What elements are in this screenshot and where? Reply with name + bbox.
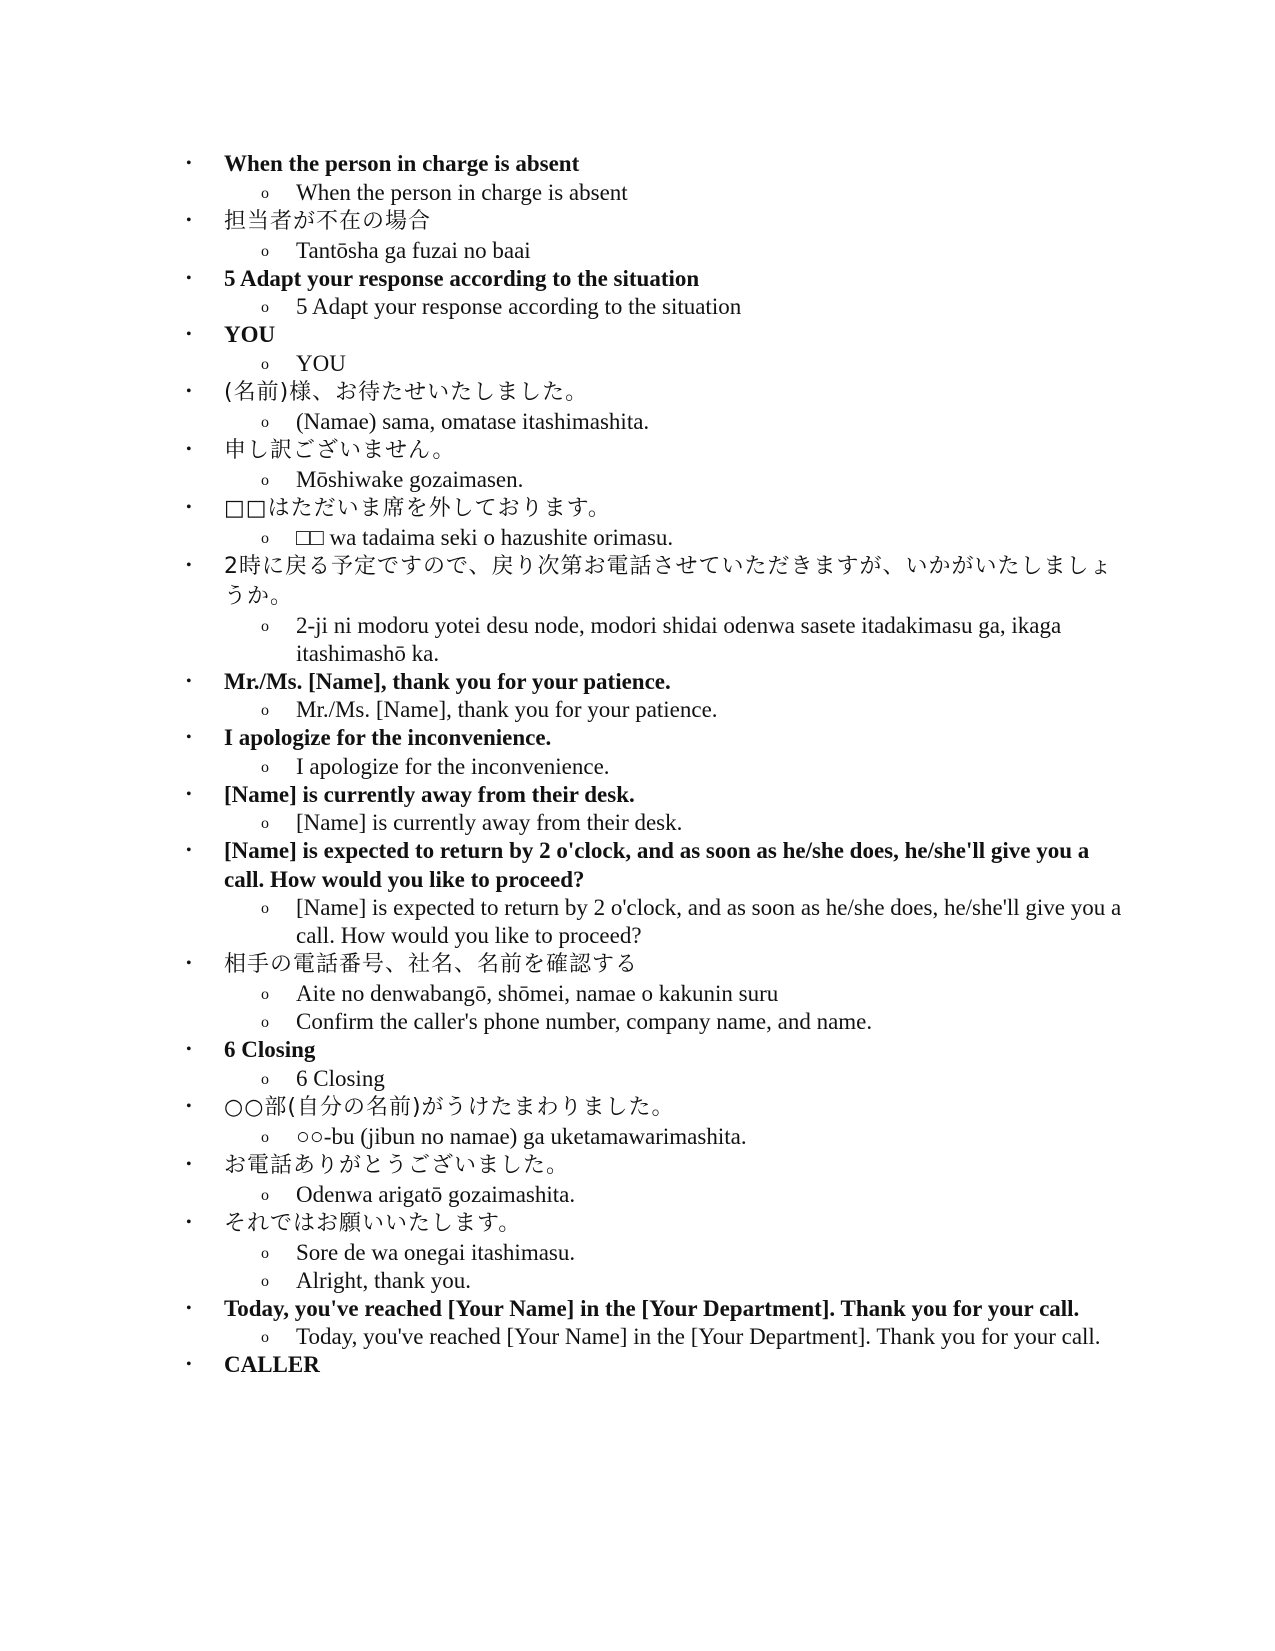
bullet-icon: • [186, 155, 192, 172]
list-item-heading: それではお願いいたします。 [224, 1210, 522, 1236]
sub-list-item [224, 612, 1122, 668]
sub-list-item-text: [Name] is expected to return by 2 o'clock, and as soon as he/she does, he/she'll give you a call. How would you like to proceed? [296, 895, 1122, 948]
circle-bullet-icon: o [261, 617, 269, 635]
sub-list [224, 1323, 1122, 1351]
sub-list [224, 408, 1122, 436]
circle-bullet-icon: o [261, 1070, 269, 1088]
list-item [182, 950, 1122, 1036]
list-item-heading: (名前)様、お待たせいたしました。 [224, 379, 589, 405]
sub-list-item [224, 1323, 1122, 1351]
sub-list-item [224, 1123, 1122, 1151]
sub-list-item-text: 6 Closing [296, 1065, 385, 1091]
sub-list-item [224, 1065, 1122, 1093]
list-item [182, 1151, 1122, 1209]
bullet-icon: • [186, 1041, 192, 1058]
sub-list-item [224, 1239, 1122, 1267]
sub-list-item-text: Confirm the caller's phone number, company name, and name. [296, 1009, 873, 1034]
sub-list-item [224, 350, 1122, 378]
sub-list-item-text: Aite no denwabangō, shōmei, namae o kakunin suru [296, 981, 779, 1006]
sub-list-item [224, 696, 1122, 724]
circle-bullet-icon: o [261, 184, 269, 202]
list-item [182, 1093, 1122, 1151]
sub-list-item-text: Alright, thank you. [296, 1267, 472, 1293]
bullet-icon: • [186, 440, 192, 458]
sub-list-item [224, 809, 1122, 837]
sub-list-item [224, 466, 1122, 494]
sub-list-item-text: [Name] is currently away from their desk. [296, 810, 683, 835]
sub-list-item-text: ○○-bu (jibun no namae) ga uketamawarimashita. [296, 1123, 747, 1149]
list-item [182, 378, 1122, 436]
bullet-icon: • [186, 1356, 192, 1373]
sub-list-item [224, 894, 1122, 950]
sub-list [224, 1123, 1122, 1151]
circle-bullet-icon: o [261, 299, 269, 316]
sub-list [224, 753, 1122, 781]
sub-list-item [224, 1008, 1122, 1036]
sub-list-item-text: Tantōsha ga fuzai no baai [296, 237, 531, 263]
list-item [182, 436, 1122, 494]
bullet-icon: • [186, 842, 192, 859]
bullet-list [182, 150, 1122, 1380]
bullet-icon: • [186, 1097, 192, 1115]
bullet-icon: • [186, 1155, 192, 1173]
list-item-heading: Today, you've reached [Your Name] in the [Your Department]. Thank you for your call. [224, 1295, 1080, 1321]
circle-bullet-icon: o [261, 1014, 269, 1031]
bullet-icon: • [186, 785, 192, 803]
sub-list [224, 612, 1122, 668]
list-item [182, 321, 1122, 378]
circle-bullet-icon: o [261, 1186, 269, 1204]
list-item-heading: [Name] is currently away from their desk. [224, 781, 635, 807]
bullet-icon: • [186, 382, 192, 400]
circle-bullet-icon: o [261, 471, 269, 489]
circle-bullet-icon: o [261, 1329, 269, 1346]
list-item [182, 150, 1122, 207]
bullet-icon: • [186, 1299, 192, 1317]
bullet-icon: • [186, 556, 192, 574]
list-item [182, 837, 1122, 950]
list-item [182, 1295, 1122, 1352]
bullet-icon: • [186, 672, 192, 690]
list-item-heading: CALLER [224, 1352, 320, 1377]
sub-list [224, 696, 1122, 724]
sub-list-item-text: (Namae) sama, omatase itashimashita. [296, 408, 650, 434]
sub-list-item [224, 524, 1122, 552]
circle-bullet-icon: o [261, 529, 269, 547]
list-item-heading: [Name] is expected to return by 2 o'clock, and as soon as he/she does, he/she'll give you a call. How would you like to proceed? [224, 838, 1090, 892]
list-item [182, 265, 1122, 322]
sub-list-item [224, 179, 1122, 207]
sub-list [224, 809, 1122, 837]
list-item [182, 668, 1122, 725]
sub-list [224, 980, 1122, 1036]
sub-list-item [224, 408, 1122, 436]
list-item [182, 494, 1122, 552]
sub-list-item [224, 1181, 1122, 1209]
sub-list [224, 237, 1122, 265]
list-item-heading: 相手の電話番号、社名、名前を確認する [224, 952, 639, 977]
circle-bullet-icon: o [261, 1272, 269, 1290]
sub-list-item [224, 980, 1122, 1008]
list-item [182, 1036, 1122, 1093]
sub-list-item-text: Mōshiwake gozaimasen. [296, 466, 524, 492]
sub-list [224, 1181, 1122, 1209]
circle-bullet-icon: o [261, 758, 269, 776]
list-item [182, 1351, 1122, 1380]
sub-list-item-text: YOU [296, 350, 346, 376]
circle-bullet-icon: o [261, 1244, 269, 1262]
circle-bullet-icon: o [261, 900, 269, 917]
sub-list-item [224, 753, 1122, 781]
sub-list-item-text: Mr./Ms. [Name], thank you for your patience. [296, 697, 718, 722]
list-item [182, 552, 1122, 668]
list-item-heading: 6 Closing [224, 1037, 316, 1062]
circle-bullet-icon: o [261, 413, 269, 431]
list-item-heading: 2時に戻る予定ですので、戻り次第お電話させていただきますが、いかがいたしましょうか。 [224, 553, 1113, 609]
sub-list [224, 179, 1122, 207]
sub-list [224, 350, 1122, 378]
sub-list-item-text: 5 Adapt your response according to the situation [296, 294, 742, 319]
list-item-heading: 5 Adapt your response according to the situation [224, 265, 700, 291]
list-item [182, 207, 1122, 265]
bullet-icon: • [186, 326, 192, 343]
sub-list-item-text: Odenwa arigatō gozaimashita. [296, 1181, 576, 1207]
list-item-heading: I apologize for the inconvenience. [224, 725, 552, 750]
sub-list-item-text: □□ wa tadaima seki o hazushite orimasu. [296, 524, 674, 550]
bullet-icon: • [186, 498, 192, 516]
sub-list-item [224, 293, 1122, 321]
bullet-icon: • [186, 1213, 192, 1231]
sub-list-item-text: Today, you've reached [Your Name] in the [Your Department]. Thank you for your call. [296, 1324, 1101, 1349]
sub-list [224, 894, 1122, 950]
sub-list [224, 1239, 1122, 1295]
list-item-heading: お電話ありがとうございました。 [224, 1152, 570, 1178]
bullet-icon: • [186, 955, 192, 972]
list-item [182, 781, 1122, 838]
sub-list [224, 1065, 1122, 1093]
list-item-heading: ○○部(自分の名前)がうけたまわりました。 [224, 1094, 675, 1120]
list-item [182, 1209, 1122, 1295]
circle-bullet-icon: o [261, 986, 269, 1003]
circle-bullet-icon: o [261, 815, 269, 832]
circle-bullet-icon: o [261, 1128, 269, 1146]
sub-list-item-text: I apologize for the inconvenience. [296, 753, 610, 779]
sub-list [224, 524, 1122, 552]
sub-list [224, 293, 1122, 321]
list-item-heading: 申し訳ございません。 [224, 437, 456, 463]
sub-list-item [224, 1267, 1122, 1295]
bullet-icon: • [186, 729, 192, 746]
list-item-heading: Mr./Ms. [Name], thank you for your patience. [224, 668, 671, 694]
list-item-heading: 担当者が不在の場合 [224, 208, 432, 234]
list-item-heading: YOU [224, 322, 276, 347]
sub-list-item-text: When the person in charge is absent [296, 179, 628, 205]
sub-list-item-text: 2-ji ni modoru yotei desu node, modori shidai odenwa sasete itadakimasu ga, ikaga itashimashō ka. [296, 612, 1062, 666]
list-item-heading: □□はただいま席を外しております。 [224, 495, 611, 521]
circle-bullet-icon: o [261, 702, 269, 719]
sub-list-item-text: Sore de wa onegai itashimasu. [296, 1239, 576, 1265]
list-item [182, 724, 1122, 781]
circle-bullet-icon: o [261, 355, 269, 373]
bullet-icon: • [186, 269, 192, 287]
sub-list [224, 466, 1122, 494]
list-item-heading: When the person in charge is absent [224, 151, 580, 176]
sub-list-item [224, 237, 1122, 265]
circle-bullet-icon: o [261, 242, 269, 260]
bullet-icon: • [186, 211, 192, 229]
